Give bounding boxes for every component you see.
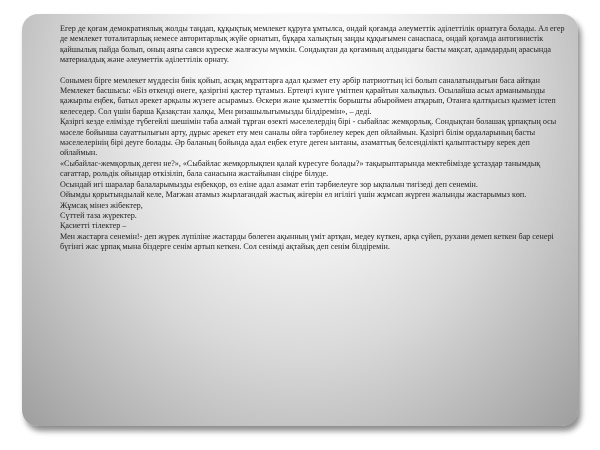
paragraph-corruption-issue: Қазіргі кезде елімізде түбегейлі шешімін таба алмай тұрған өзекті мәселелердің бірі - сыбайлас жемқорлық. Сондықтан болашақ ұрпақтың осы мәселе бойынша сауаттылығын арту, дұрыс әрекет ету мен саналы ойға тәрбиелеу керек деп ойлаймын. Қазіргі білім ордаларының басты мәселелерінің бірі деуге болады. Әр баланың бойында адал еңбек етуге деген ынтаны, азаматтық белсенділікті қалыптастыру керек деп ойлаймын. [60,117,557,158]
poem-line-2: Сүттей таза жүректер. [60,210,137,220]
slide-frame [22,14,578,426]
paragraph-belief: Осындай игі шаралар балаларымызды еңбекқор, өз еліне адал азамат етіп тәрбиелеуге зор ықпалын тигізеді деп сенемін. [60,179,478,189]
paragraph-closing: Мен жастарға сенемін!- деп жүрек лүпіліне жастарды бөлеген ақынның үміт артқан, медеу күткен, арқа сүйеп, рухани демеп кеткен бар сенері бүгінгі жас ұрпақ мына біздерге сенім артып кеткен. Сол сенімді ақтайық деп сенім білдіремін. [60,231,554,252]
paragraph-intro: Егер де қоғам демократиялық жолды таңдап, құқықтық мемлекет құруға ұмтылса, ондай қоғамда әлеуметтік әділеттілік орнатуға болады. Ал егер де мемлекет тоталитарлық немесе авторитарлық жүйе орнатып, бұқара халықтың заңды құқығымен санаспаса, ондай қоғамда антогинистік қайшылық пайда болып, оның аяғы саяси күреске жалғасуы мүмкін. Сондықтан да қоғамның алдындағы басты мақсат, адамдардың арасында материалдық және әлеуметтік әділеттілік орнату. [60,24,565,65]
slide-text-body [60,24,568,253]
paragraph-school-events: «Сыбайлас-жемқорлық деген не?», «Сыбайлас жемқорлықпен қалай күресуге болады?» тақырыптарында мектебімізде ұстаздар танымдық сағаттар, рольдік ойындар өткізіліп, бала санасына жастайынан сіңіре білуде. [60,158,541,179]
paragraph-president-quote: Сонымен бірге мемлекет мүддесін биік қойып, асқақ мұраттарға адал қызмет ету әрбір патриоттың ісі болып саналатындығын баса айтқан Мемлекет басшысы: «Біз өткенді өнеге, қазіргіні қастер тұтамыз. Ертеңгі күнге үмітпен қарайтын халықпыз. Осылайша асыл арманымызды қажырлы еңбек, батыл әрекет арқылы жүзеге асырамыз. Өскери және қызметтік борышты абыроймен атқарып, Отанға қалтқысыз қызмет істеп келеседер. Сол үшін барша Қазақстан халқы, Мен ризашылығымызды білдіремін», – деді. [60,75,556,116]
poem-line-1: Жұмсақ мінез жібектер, [60,200,143,210]
poem-line-3: Қасиетті тілектер – [60,221,127,231]
paragraph-conclusion: Ойымды қорытындылай келе, Мағжан атамыз жырлағандай жастық жігерін ел игілігі үшін жұмсап жүрген жалынды жастарымыз көп. [60,190,527,200]
